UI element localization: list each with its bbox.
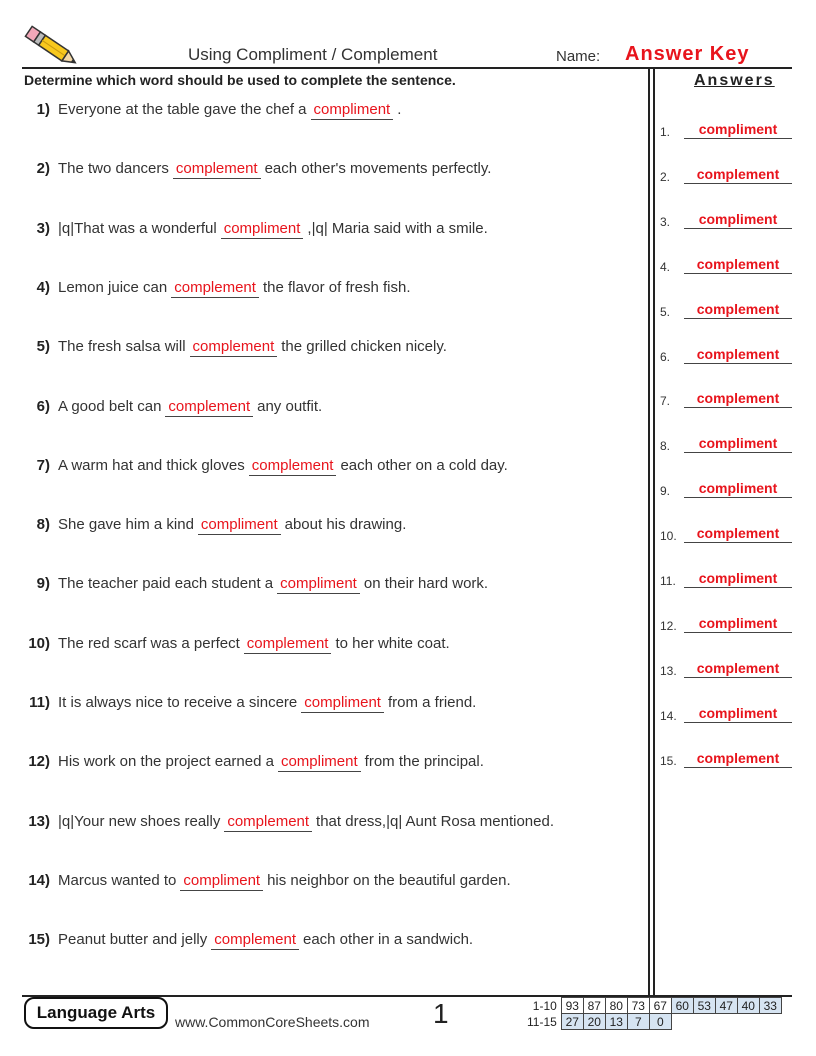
answer-row bbox=[660, 749, 792, 768]
question-text-before: Lemon juice can bbox=[58, 278, 168, 296]
site-url: www.CommonCoreSheets.com bbox=[175, 1014, 370, 1030]
top-rule bbox=[22, 67, 792, 69]
question-number: 11) bbox=[29, 694, 50, 711]
question-number: 13) bbox=[28, 812, 50, 830]
answer-blank: complement bbox=[171, 279, 259, 298]
question-number: 3) bbox=[36, 219, 50, 237]
score-cell: 7 bbox=[627, 1014, 649, 1030]
answer-row bbox=[660, 345, 792, 364]
question-number: 15) bbox=[28, 931, 50, 949]
question-text-after: each other on a cold day. bbox=[340, 456, 508, 474]
question-text-before: Peanut butter and jelly bbox=[58, 931, 208, 949]
answer-blank: compliment bbox=[277, 575, 360, 594]
question-item bbox=[20, 101, 640, 120]
score-cell: 93 bbox=[561, 998, 583, 1014]
answer-value: complement bbox=[684, 389, 792, 408]
question-text-after: from the principal. bbox=[364, 753, 484, 771]
answer-value: compliment bbox=[684, 434, 792, 453]
question-text-before: Marcus wanted to bbox=[58, 871, 177, 889]
answer-number: 9. bbox=[660, 484, 671, 499]
answer-key-label: Answer Key bbox=[625, 43, 750, 65]
question-item bbox=[20, 753, 640, 772]
answer-blank: compliment bbox=[221, 220, 304, 239]
answer-value: complement bbox=[684, 345, 792, 364]
answer-row bbox=[660, 434, 792, 453]
column-divider bbox=[653, 68, 655, 996]
score-cell: 60 bbox=[671, 998, 693, 1014]
score-cell: 87 bbox=[583, 998, 605, 1014]
question-item bbox=[20, 575, 640, 594]
answer-number: 12. bbox=[660, 618, 677, 633]
answer-row bbox=[660, 524, 792, 543]
answer-number: 2. bbox=[660, 169, 671, 184]
answer-value: compliment bbox=[684, 210, 792, 229]
question-text-after: about his drawing. bbox=[284, 516, 407, 534]
brand-badge: Language Arts bbox=[24, 997, 168, 1029]
answers-heading: Answers bbox=[694, 72, 775, 89]
score-cell: 73 bbox=[627, 998, 649, 1014]
question-text-after: . bbox=[397, 101, 402, 118]
answer-value: compliment bbox=[684, 479, 792, 498]
question-text-before: It is always nice to receive a sincere bbox=[58, 694, 298, 711]
score-cell: 0 bbox=[649, 1014, 671, 1030]
score-cell: 20 bbox=[583, 1014, 605, 1030]
instructions: Determine which word should be used to complete the sentence. bbox=[24, 72, 456, 88]
answer-row bbox=[660, 300, 792, 319]
question-text-after: each other in a sandwich. bbox=[302, 931, 474, 949]
question-number: 12) bbox=[28, 753, 50, 771]
score-table bbox=[524, 997, 782, 1030]
question-text-after: to her white coat. bbox=[335, 634, 450, 652]
answer-number: 8. bbox=[660, 439, 671, 454]
answer-blank: compliment bbox=[198, 516, 281, 535]
question-text-before: The red scarf was a perfect bbox=[58, 634, 240, 652]
score-row-label: 11-15 bbox=[527, 1014, 557, 1029]
question-item bbox=[20, 872, 640, 891]
answer-number: 15. bbox=[660, 753, 677, 768]
question-item bbox=[20, 220, 640, 239]
question-number: 10) bbox=[28, 634, 50, 652]
answer-blank: complement bbox=[190, 338, 278, 357]
answer-row bbox=[660, 704, 792, 723]
question-number: 7) bbox=[36, 456, 50, 474]
answer-row bbox=[660, 614, 792, 633]
question-text-before: Everyone at the table gave the chef a bbox=[58, 101, 307, 118]
answer-row bbox=[660, 659, 792, 678]
answer-value: complement bbox=[684, 524, 792, 543]
question-text-before: The two dancers bbox=[58, 160, 169, 178]
answer-number: 11. bbox=[660, 574, 676, 588]
answer-value: complement bbox=[684, 659, 792, 678]
question-text-after: his neighbor on the beautiful garden. bbox=[267, 871, 511, 889]
question-number: 5) bbox=[36, 338, 50, 356]
question-text-after: the flavor of fresh fish. bbox=[262, 278, 411, 296]
score-cell: 47 bbox=[715, 998, 737, 1014]
score-row bbox=[524, 998, 781, 1014]
answer-blank: complement bbox=[224, 813, 312, 832]
answer-blank: compliment bbox=[278, 753, 361, 772]
answer-row bbox=[660, 255, 792, 274]
question-text-after: each other's movements perfectly. bbox=[264, 160, 492, 178]
answer-number: 7. bbox=[660, 394, 671, 409]
answer-blank: complement bbox=[249, 457, 337, 476]
answer-value: compliment bbox=[684, 614, 792, 633]
score-cell: 67 bbox=[649, 998, 671, 1014]
answer-blank: complement bbox=[173, 160, 261, 179]
question-text-before: A warm hat and thick gloves bbox=[58, 456, 245, 474]
question-text-before: |q|That was a wonderful bbox=[58, 219, 217, 237]
question-text-before: The fresh salsa will bbox=[58, 338, 186, 356]
worksheet-title: Using Compliment / Complement bbox=[188, 45, 438, 64]
answer-row bbox=[660, 569, 792, 588]
question-item bbox=[20, 160, 640, 179]
answer-number: 3. bbox=[660, 214, 671, 229]
answer-blank: complement bbox=[211, 931, 299, 950]
answer-number: 13. bbox=[660, 663, 677, 678]
score-row bbox=[524, 1014, 781, 1030]
column-divider bbox=[648, 68, 650, 996]
question-number: 8) bbox=[36, 516, 50, 534]
answer-row bbox=[660, 389, 792, 408]
question-text-before: |q|Your new shoes really bbox=[58, 812, 221, 830]
question-text-after: ,|q| Maria said with a smile. bbox=[307, 219, 488, 237]
question-text-before: A good belt can bbox=[58, 397, 162, 415]
answer-number: 1. bbox=[660, 125, 671, 139]
answer-value: complement bbox=[684, 749, 792, 768]
answer-value: complement bbox=[684, 300, 792, 319]
question-text-after: any outfit. bbox=[257, 397, 323, 415]
question-text-before: The teacher paid each student a bbox=[58, 575, 274, 593]
answer-row bbox=[660, 120, 792, 139]
question-text-after: on their hard work. bbox=[363, 575, 489, 593]
question-number: 9) bbox=[36, 575, 50, 593]
score-cell: 40 bbox=[737, 998, 759, 1014]
question-item bbox=[20, 694, 640, 713]
answer-value: complement bbox=[684, 165, 792, 184]
answer-blank: compliment bbox=[311, 101, 394, 120]
answer-row bbox=[660, 210, 792, 229]
question-item bbox=[20, 338, 640, 357]
score-cell: 53 bbox=[693, 998, 715, 1014]
answer-blank: complement bbox=[244, 635, 332, 654]
answer-number: 4. bbox=[660, 259, 671, 274]
question-number: 1) bbox=[36, 101, 50, 118]
answer-number: 6. bbox=[660, 349, 671, 364]
answer-value: compliment bbox=[684, 120, 792, 139]
question-text-after: from a friend. bbox=[387, 694, 477, 711]
question-number: 4) bbox=[36, 278, 50, 296]
question-text-after: the grilled chicken nicely. bbox=[281, 338, 447, 356]
question-item bbox=[20, 516, 640, 535]
score-cell: 27 bbox=[561, 1014, 583, 1030]
question-item bbox=[20, 279, 640, 298]
question-item bbox=[20, 635, 640, 654]
answer-blank: complement bbox=[165, 398, 253, 417]
score-cell: 33 bbox=[759, 998, 781, 1014]
question-number: 6) bbox=[36, 397, 50, 415]
page-number: 1 bbox=[433, 998, 449, 1029]
question-item bbox=[20, 457, 640, 476]
question-number: 14) bbox=[28, 871, 50, 889]
answer-number: 10. bbox=[660, 529, 677, 544]
score-row-label: 1-10 bbox=[532, 998, 557, 1013]
question-text-after: that dress,|q| Aunt Rosa mentioned. bbox=[316, 812, 554, 830]
answer-number: 5. bbox=[660, 304, 671, 319]
answer-row bbox=[660, 165, 792, 184]
question-text-before: His work on the project earned a bbox=[58, 753, 274, 771]
pencil-icon bbox=[22, 24, 82, 70]
answer-blank: compliment bbox=[180, 872, 263, 891]
question-item bbox=[20, 931, 640, 950]
question-item bbox=[20, 813, 640, 832]
question-item bbox=[20, 398, 640, 417]
answer-value: compliment bbox=[684, 569, 792, 588]
answer-value: complement bbox=[684, 255, 792, 274]
answer-row bbox=[660, 479, 792, 498]
score-cell: 80 bbox=[605, 998, 627, 1014]
answer-value: compliment bbox=[684, 704, 792, 723]
score-cell: 13 bbox=[605, 1014, 627, 1030]
name-label: Name: bbox=[556, 48, 601, 65]
answer-number: 14. bbox=[660, 708, 677, 723]
question-number: 2) bbox=[36, 160, 50, 178]
question-text-before: She gave him a kind bbox=[58, 516, 194, 534]
answer-blank: compliment bbox=[301, 694, 384, 713]
